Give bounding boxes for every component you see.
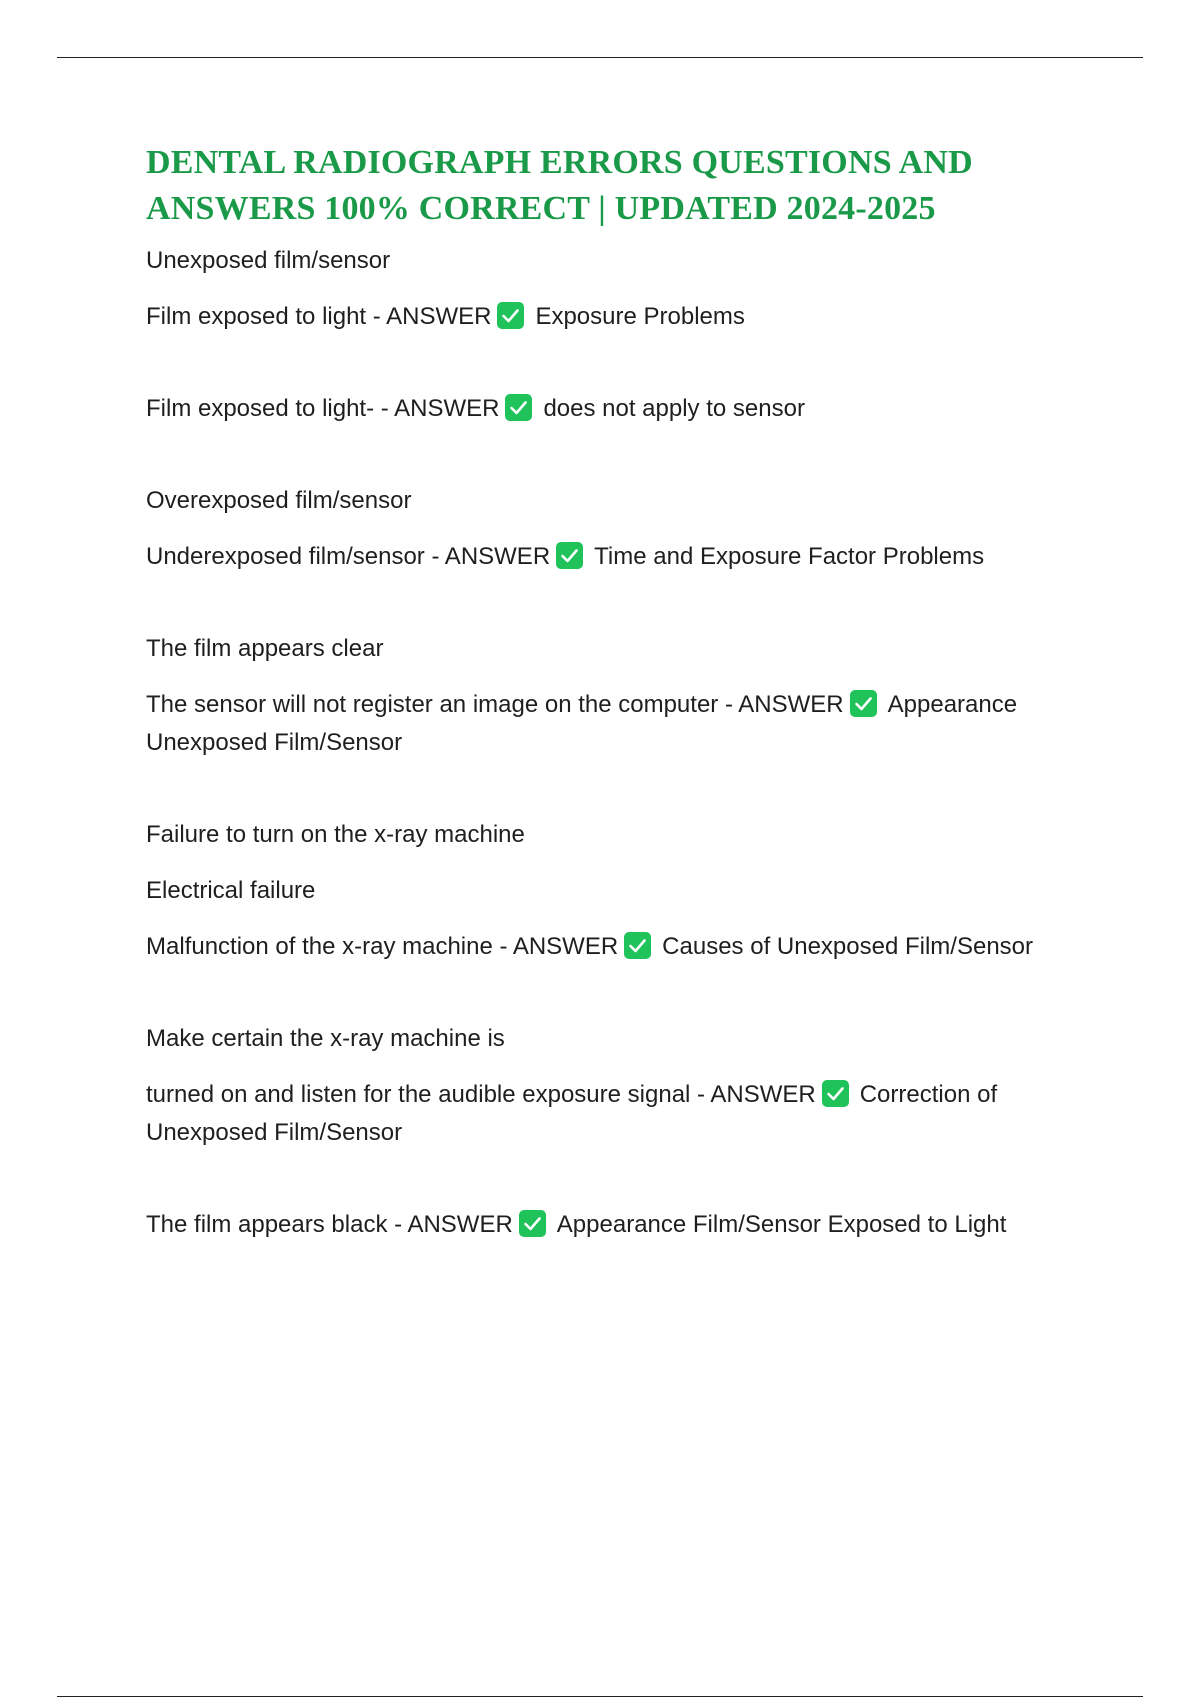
question-answer-line bbox=[146, 538, 1106, 576]
question-text: The sensor will not register an image on the computer - ANSWER bbox=[146, 691, 844, 718]
question-answer-line bbox=[146, 928, 1106, 966]
question-line: The film appears clear bbox=[146, 635, 384, 662]
answer-text: does not apply to sensor bbox=[543, 395, 805, 422]
question-text: turned on and listen for the audible exposure signal - ANSWER bbox=[146, 1081, 816, 1108]
question-line: Failure to turn on the x-ray machine bbox=[146, 821, 525, 848]
check-box-icon bbox=[850, 690, 877, 717]
question-answer-line bbox=[146, 298, 1106, 336]
check-box-icon bbox=[822, 1080, 849, 1107]
question-line: Electrical failure bbox=[146, 877, 316, 904]
answer-text: Appearance Film/Sensor Exposed to Light bbox=[556, 1211, 1007, 1238]
question-answer-line bbox=[146, 686, 1106, 762]
question-answer-line bbox=[146, 1206, 1106, 1244]
question-text: Malfunction of the x-ray machine - ANSWER bbox=[146, 933, 619, 960]
question-line: Overexposed film/sensor bbox=[146, 487, 412, 514]
question-text: Film exposed to light- - ANSWER bbox=[146, 395, 500, 422]
answer-text: Exposure Problems bbox=[535, 303, 745, 330]
bottom-rule bbox=[57, 1696, 1143, 1697]
question-answer-line bbox=[146, 1076, 1106, 1152]
question-text: Film exposed to light - ANSWER bbox=[146, 303, 492, 330]
document-content bbox=[146, 140, 1106, 1244]
answer-text: Causes of Unexposed Film/Sensor bbox=[662, 933, 1034, 960]
check-box-icon bbox=[556, 542, 583, 569]
question-line: Unexposed film/sensor bbox=[146, 247, 391, 274]
question-answer-line bbox=[146, 390, 1106, 428]
answer-text: Correction of Unexposed Film/Sensor bbox=[146, 1081, 998, 1146]
answer-text: Appearance Unexposed Film/Sensor bbox=[146, 691, 1018, 756]
question-text: Underexposed film/sensor - ANSWER bbox=[146, 543, 551, 570]
question-line: Make certain the x-ray machine is bbox=[146, 1025, 505, 1052]
check-box-icon bbox=[505, 394, 532, 421]
check-box-icon bbox=[497, 302, 524, 329]
top-rule bbox=[57, 57, 1143, 58]
answer-text: Time and Exposure Factor Problems bbox=[594, 543, 985, 570]
document-title: DENTAL RADIOGRAPH ERRORS QUESTIONS AND ANSWERS 100% CORRECT | UPDATED 2024-2025 bbox=[146, 144, 973, 227]
check-box-icon bbox=[624, 932, 651, 959]
question-text: The film appears black - ANSWER bbox=[146, 1211, 513, 1238]
check-box-icon bbox=[519, 1210, 546, 1237]
